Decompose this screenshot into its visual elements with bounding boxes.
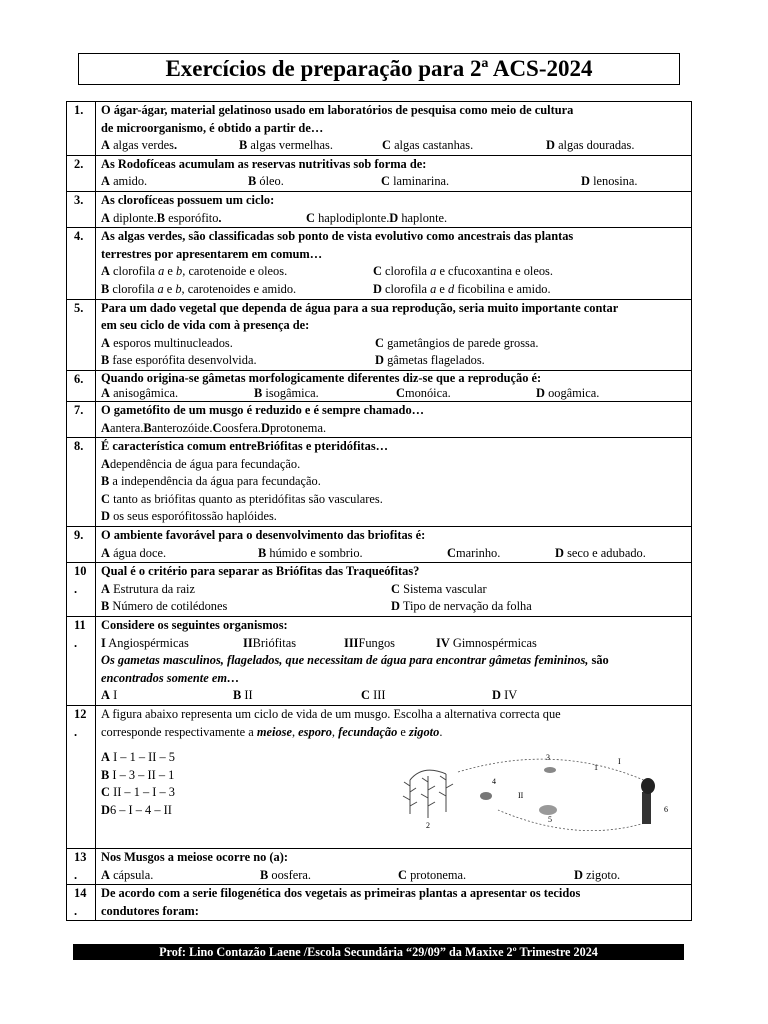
fig-label-I: I <box>618 757 621 766</box>
option-d: D lenosina. <box>581 174 638 189</box>
question-number: 1. <box>67 102 96 156</box>
question-body <box>96 155 692 191</box>
question-body <box>96 102 692 156</box>
question-number: 12 . <box>67 706 96 849</box>
question-body <box>96 228 692 299</box>
question-body <box>96 885 692 921</box>
options-line <box>101 867 686 885</box>
question-row <box>67 706 692 849</box>
fig-label-3: 3 <box>546 753 550 762</box>
option-b: B algas vermelhas. <box>239 138 333 153</box>
option-c: Cmarinho. <box>447 545 501 560</box>
question-body <box>96 401 692 437</box>
option-c: C II – 1 – I – 3 <box>101 785 176 800</box>
option-a: A Estrutura da raiz <box>101 581 195 596</box>
question-number: 9. <box>67 527 96 563</box>
moss-plant-icon <box>403 770 453 818</box>
option-b: B II <box>233 688 253 703</box>
question-row <box>67 299 692 370</box>
question-number: 8. <box>67 438 96 527</box>
option-c: C laminarina. <box>381 174 450 189</box>
options-line <box>101 352 686 370</box>
option-d: D clorofila a e d ficobilina e amido. <box>373 281 551 296</box>
question-text: A figura abaixo representa um ciclo de vida de um musgo. Escolha a alternativa correcta que <box>101 707 561 721</box>
options-line <box>101 581 686 599</box>
question-row <box>67 370 692 401</box>
option-b: B clorofila a e b, carotenoides e amido. <box>101 281 297 296</box>
fig-label-5: 5 <box>548 815 552 824</box>
question-row <box>67 228 692 299</box>
question-row <box>67 617 692 706</box>
question-text: Quando origina-se gâmetas morfologicamente diferentes diz-se que a reprodução é: <box>101 370 542 385</box>
option-a: A I – 1 – II – 5 <box>101 750 176 765</box>
question-body <box>96 191 692 227</box>
question-text: É característica comum entreBriófitas e pteridófitas… <box>101 439 389 454</box>
question-text: O ágar-ágar, material gelatinoso usado em laboratórios de pesquisa como meio de cultura <box>101 103 574 117</box>
footer-bar: Prof: Lino Contazão Laene /Escola Secundária “29/09” da Maxixe 2º Trimestre 2024 <box>73 944 684 960</box>
option-b: B isogâmica. <box>254 385 319 400</box>
question-body <box>96 849 692 885</box>
options-line <box>101 545 686 563</box>
options-line <box>101 281 686 299</box>
protonema-icon <box>539 805 557 815</box>
question-text: As algas verdes, são classificadas sob ponto de vista evolutivo como ancestrais das plantas <box>101 229 574 244</box>
question-number: 13 . <box>67 849 96 885</box>
question-body <box>96 438 692 527</box>
option-a: Adependência de água para fecundação. <box>101 456 301 471</box>
question-body <box>96 370 692 401</box>
organism-i: I Angiospérmicas <box>101 635 189 650</box>
option-a: A algas verdes. <box>101 138 178 153</box>
question-number: 14 . <box>67 885 96 921</box>
question-text: As clorofíceas possuem um ciclo: <box>101 192 275 207</box>
options-line <box>101 335 686 353</box>
sporophyte-icon <box>642 792 651 824</box>
options-line <box>101 210 686 228</box>
option-b: B I – 3 – II – 1 <box>101 767 175 782</box>
question-row <box>67 527 692 563</box>
option-d: D gâmetas flagelados. <box>375 353 485 368</box>
question-number: 5. <box>67 299 96 370</box>
question-number: 4. <box>67 228 96 299</box>
question-prompt: encontrados somente em… <box>101 670 240 685</box>
option-a: A água doce. <box>101 545 167 560</box>
option-c: C gametângios de parede grossa. <box>375 335 539 350</box>
question-text: condutores foram: <box>101 903 199 918</box>
option-c: C tanto as briófitas quanto as pteridófitas são vasculares. <box>101 491 383 506</box>
cycle-arrow <box>498 810 648 831</box>
question-row <box>67 885 692 921</box>
option-d: D Tipo de nervação da folha <box>391 599 532 614</box>
option-c-d: C haplodiplonte.D haplonte. <box>306 210 448 225</box>
fig-label-II: II <box>518 791 524 800</box>
moss-life-cycle-figure <box>398 752 678 832</box>
question-row <box>67 155 692 191</box>
question-row <box>67 102 692 156</box>
options-line <box>101 173 686 191</box>
page-title: Exercícios de preparação para 2ª ACS-2024 <box>78 53 680 85</box>
option-b: B Número de cotilédones <box>101 599 228 614</box>
fig-label-4: 4 <box>492 777 496 786</box>
question-text: de microorganismo, é obtido a partir de… <box>101 120 324 135</box>
option-b: B óleo. <box>248 174 284 189</box>
organism-iii: IIIFungos <box>344 635 395 650</box>
option-d: D seco e adubado. <box>555 545 646 560</box>
option-a: A anisogâmica. <box>101 385 179 400</box>
question-row <box>67 401 692 437</box>
question-text: Qual é o critério para separar as Briófitas das Traqueófitas? <box>101 564 420 579</box>
question-text: em seu ciclo de vida com à presença de: <box>101 318 310 333</box>
gametangium-icon <box>480 792 492 800</box>
options-line: Aantera.Banterozóide.Coosfera.Dprotonema. <box>101 420 327 435</box>
options-line <box>101 263 686 281</box>
question-row <box>67 438 692 527</box>
options-line <box>101 137 686 155</box>
option-c: C III <box>361 688 386 703</box>
organisms-line <box>101 635 686 653</box>
question-text: De acordo com a serie filogenética dos vegetais as primeiras plantas a apresentar os tecidos <box>101 886 581 901</box>
question-number: 11 . <box>67 617 96 706</box>
question-number: 10 . <box>67 563 96 617</box>
option-b: B húmido e sombrio. <box>258 545 363 560</box>
question-body <box>96 706 692 849</box>
organism-ii: IIBriófitas <box>243 635 297 650</box>
option-b: B oosfera. <box>260 867 311 882</box>
option-d: D6 – I – 4 – II <box>101 802 172 817</box>
question-body <box>96 563 692 617</box>
fig-label-1: 1 <box>594 763 598 772</box>
option-c: C protonema. <box>398 867 467 882</box>
question-number: 7. <box>67 401 96 437</box>
question-body <box>96 527 692 563</box>
option-c: C algas castanhas. <box>382 138 474 153</box>
question-number: 2. <box>67 155 96 191</box>
question-number: 6. <box>67 370 96 401</box>
option-a: A I <box>101 688 118 703</box>
question-text: As Rodofíceas acumulam as reservas nutritivas sob forma de: <box>101 156 427 171</box>
options-line <box>101 386 686 401</box>
option-d: D oogâmica. <box>536 385 600 400</box>
option-a: A cápsula. <box>101 867 154 882</box>
question-row <box>67 563 692 617</box>
question-body <box>96 299 692 370</box>
option-d: D IV <box>492 688 518 703</box>
fig-label-2: 2 <box>426 821 430 830</box>
fig-label-6: 6 <box>664 805 668 814</box>
option-a-b: A diplonte.B esporófito. <box>101 210 222 225</box>
option-b: B a independência da água para fecundação. <box>101 474 321 489</box>
question-row <box>67 849 692 885</box>
question-text: corresponde respectivamente a meiose, esporo, fecundação e zigoto. <box>101 724 443 739</box>
question-text: O gametófito de um musgo é reduzido e é sempre chamado… <box>101 402 425 417</box>
option-b: B fase esporófita desenvolvida. <box>101 353 257 368</box>
options-line <box>101 687 686 705</box>
option-a: A clorofila a e b, carotenoide e oleos. <box>101 264 288 279</box>
option-c: Cmonóica. <box>396 385 451 400</box>
option-d: D os seus esporófitossão haplóides. <box>101 509 277 524</box>
options-line <box>101 598 686 616</box>
question-prompt: Os gametas masculinos, flagelados, que necessitam de água para encontrar gâmetas femininos, são <box>101 653 609 668</box>
question-text: Considere os seguintes organismos: <box>101 618 288 633</box>
question-row <box>67 191 692 227</box>
option-d: D zigoto. <box>574 867 621 882</box>
question-text: O ambiente favorável para o desenvolvimento das briofitas é: <box>101 528 426 543</box>
spore-icon <box>544 767 556 773</box>
question-text: Para um dado vegetal que dependa de água para a sua reprodução, seria muito importante contar <box>101 300 619 315</box>
question-text: terrestres por apresentarem em comum… <box>101 246 323 261</box>
option-d: D algas douradas. <box>546 138 635 153</box>
question-number: 3. <box>67 191 96 227</box>
option-c: C Sistema vascular <box>391 581 487 596</box>
option-c: C clorofila a e cfucoxantina e oleos. <box>373 264 553 279</box>
organism-iv: IV Gimnospérmicas <box>436 635 537 650</box>
option-a: A amido. <box>101 174 148 189</box>
questions-table <box>66 101 692 921</box>
question-body <box>96 617 692 706</box>
capsule-icon <box>641 778 655 794</box>
question-text: Nos Musgos a meiose ocorre no (a): <box>101 850 288 864</box>
option-a: A esporos multinucleados. <box>101 335 233 350</box>
